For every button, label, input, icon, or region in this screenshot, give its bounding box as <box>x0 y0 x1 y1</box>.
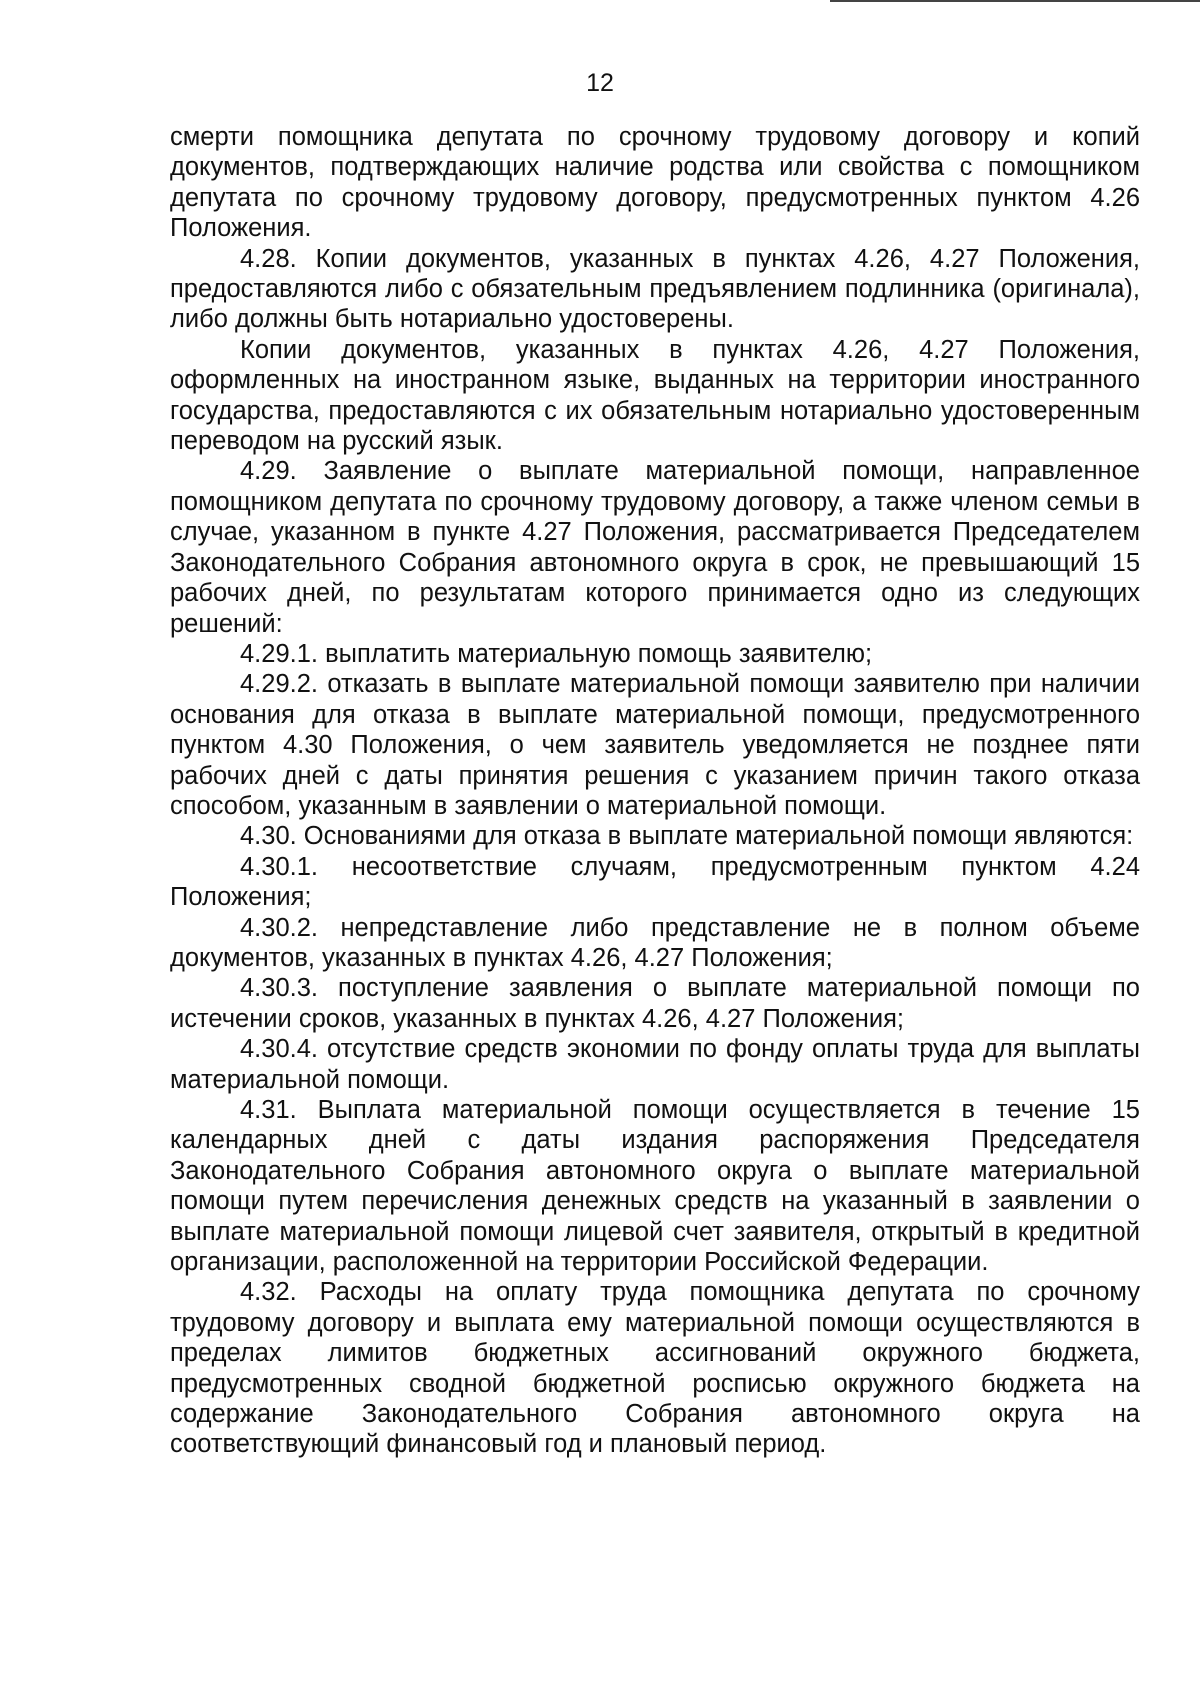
top-rule <box>830 0 1200 2</box>
paragraph-4-29-1: 4.29.1. выплатить материальную помощь заявителю; <box>240 639 873 668</box>
page-number: 12 <box>586 69 614 97</box>
paragraph-4-30-4: 4.30.4. отсутствие средств экономии по фонду оплаты труда для выплаты материальной помощи. <box>170 1035 1140 1094</box>
document-body <box>170 122 1140 1460</box>
paragraph-4-32: 4.32. Расходы на оплату труда помощника депутата по срочному трудовому договору и выплата ему материальной помощи осуществляются в пределах лимитов бюджетных ассигнований окружного бюджета, предусмотренных сводной бюджетной росписью окружного бюджета на содержание Законодательного Собрания автономного округа на соответствующий финансовый год и плановый период. <box>170 1278 1140 1459</box>
paragraph-4-30-2: 4.30.2. непредставление либо представление не в полном объеме документов, указанных в пунктах 4.26, 4.27 Положения; <box>170 913 1140 972</box>
paragraph-4-28-foreign-copies: Копии документов, указанных в пунктах 4.26, 4.27 Положения, оформленных на иностранном языке, выданных на территории иностранного государства, предоставляются с их обязательным нотариально удостоверенным переводом на русский язык. <box>170 335 1140 456</box>
paragraph-continuation: смерти помощника депутата по срочному трудовому договору и копий документов, подтверждающих наличие родства или свойства с помощником депутата по срочному трудовому договору, предусмотренных пунктом 4.26 Положения. <box>170 123 1140 243</box>
paragraph-4-30-1: 4.30.1. несоответствие случаям, предусмотренным пунктом 4.24 Положения; <box>170 852 1140 912</box>
paragraph-4-29: 4.29. Заявление о выплате материальной помощи, направленное помощником депутата по срочному трудовому договору, а также членом семьи в случае, указанном в пункте 4.27 Положения, рассматривается Председателем Законодательного Собрания автономного округа в срок, не превышающий 15 рабочих дней, по результатам которого принимается одно из следующих решений: <box>170 457 1140 638</box>
paragraph-4-30-3: 4.30.3. поступление заявления о выплате материальной помощи по истечении сроков, указанных в пунктах 4.26, 4.27 Положения; <box>170 974 1140 1033</box>
paragraph-4-30: 4.30. Основаниями для отказа в выплате материальной помощи являются: <box>240 822 1134 851</box>
paragraph-4-28: 4.28. Копии документов, указанных в пунктах 4.26, 4.27 Положения, предоставляются либо с обязательным предъявлением подлинника (оригинала), либо должны быть нотариально удостоверены. <box>170 244 1140 334</box>
paragraph-4-31: 4.31. Выплата материальной помощи осуществляется в течение 15 календарных дней с даты издания распоряжения Председателя Законодательного Собрания автономного округа о выплате материальной помощи путем перечисления денежных средств на указанный в заявлении о выплате материальной помощи лицевой счет заявителя, открытый в кредитной организации, расположенной на территории Российской Федерации. <box>170 1096 1140 1277</box>
paragraph-4-29-2: 4.29.2. отказать в выплате материальной помощи заявителю при наличии основания для отказа в выплате материальной помощи, предусмотренного пунктом 4.30 Положения, о чем заявитель уведомляется не позднее пяти рабочих дней с даты принятия решения с указанием причин такого отказа способом, указанным в заявлении о материальной помощи. <box>170 670 1140 820</box>
